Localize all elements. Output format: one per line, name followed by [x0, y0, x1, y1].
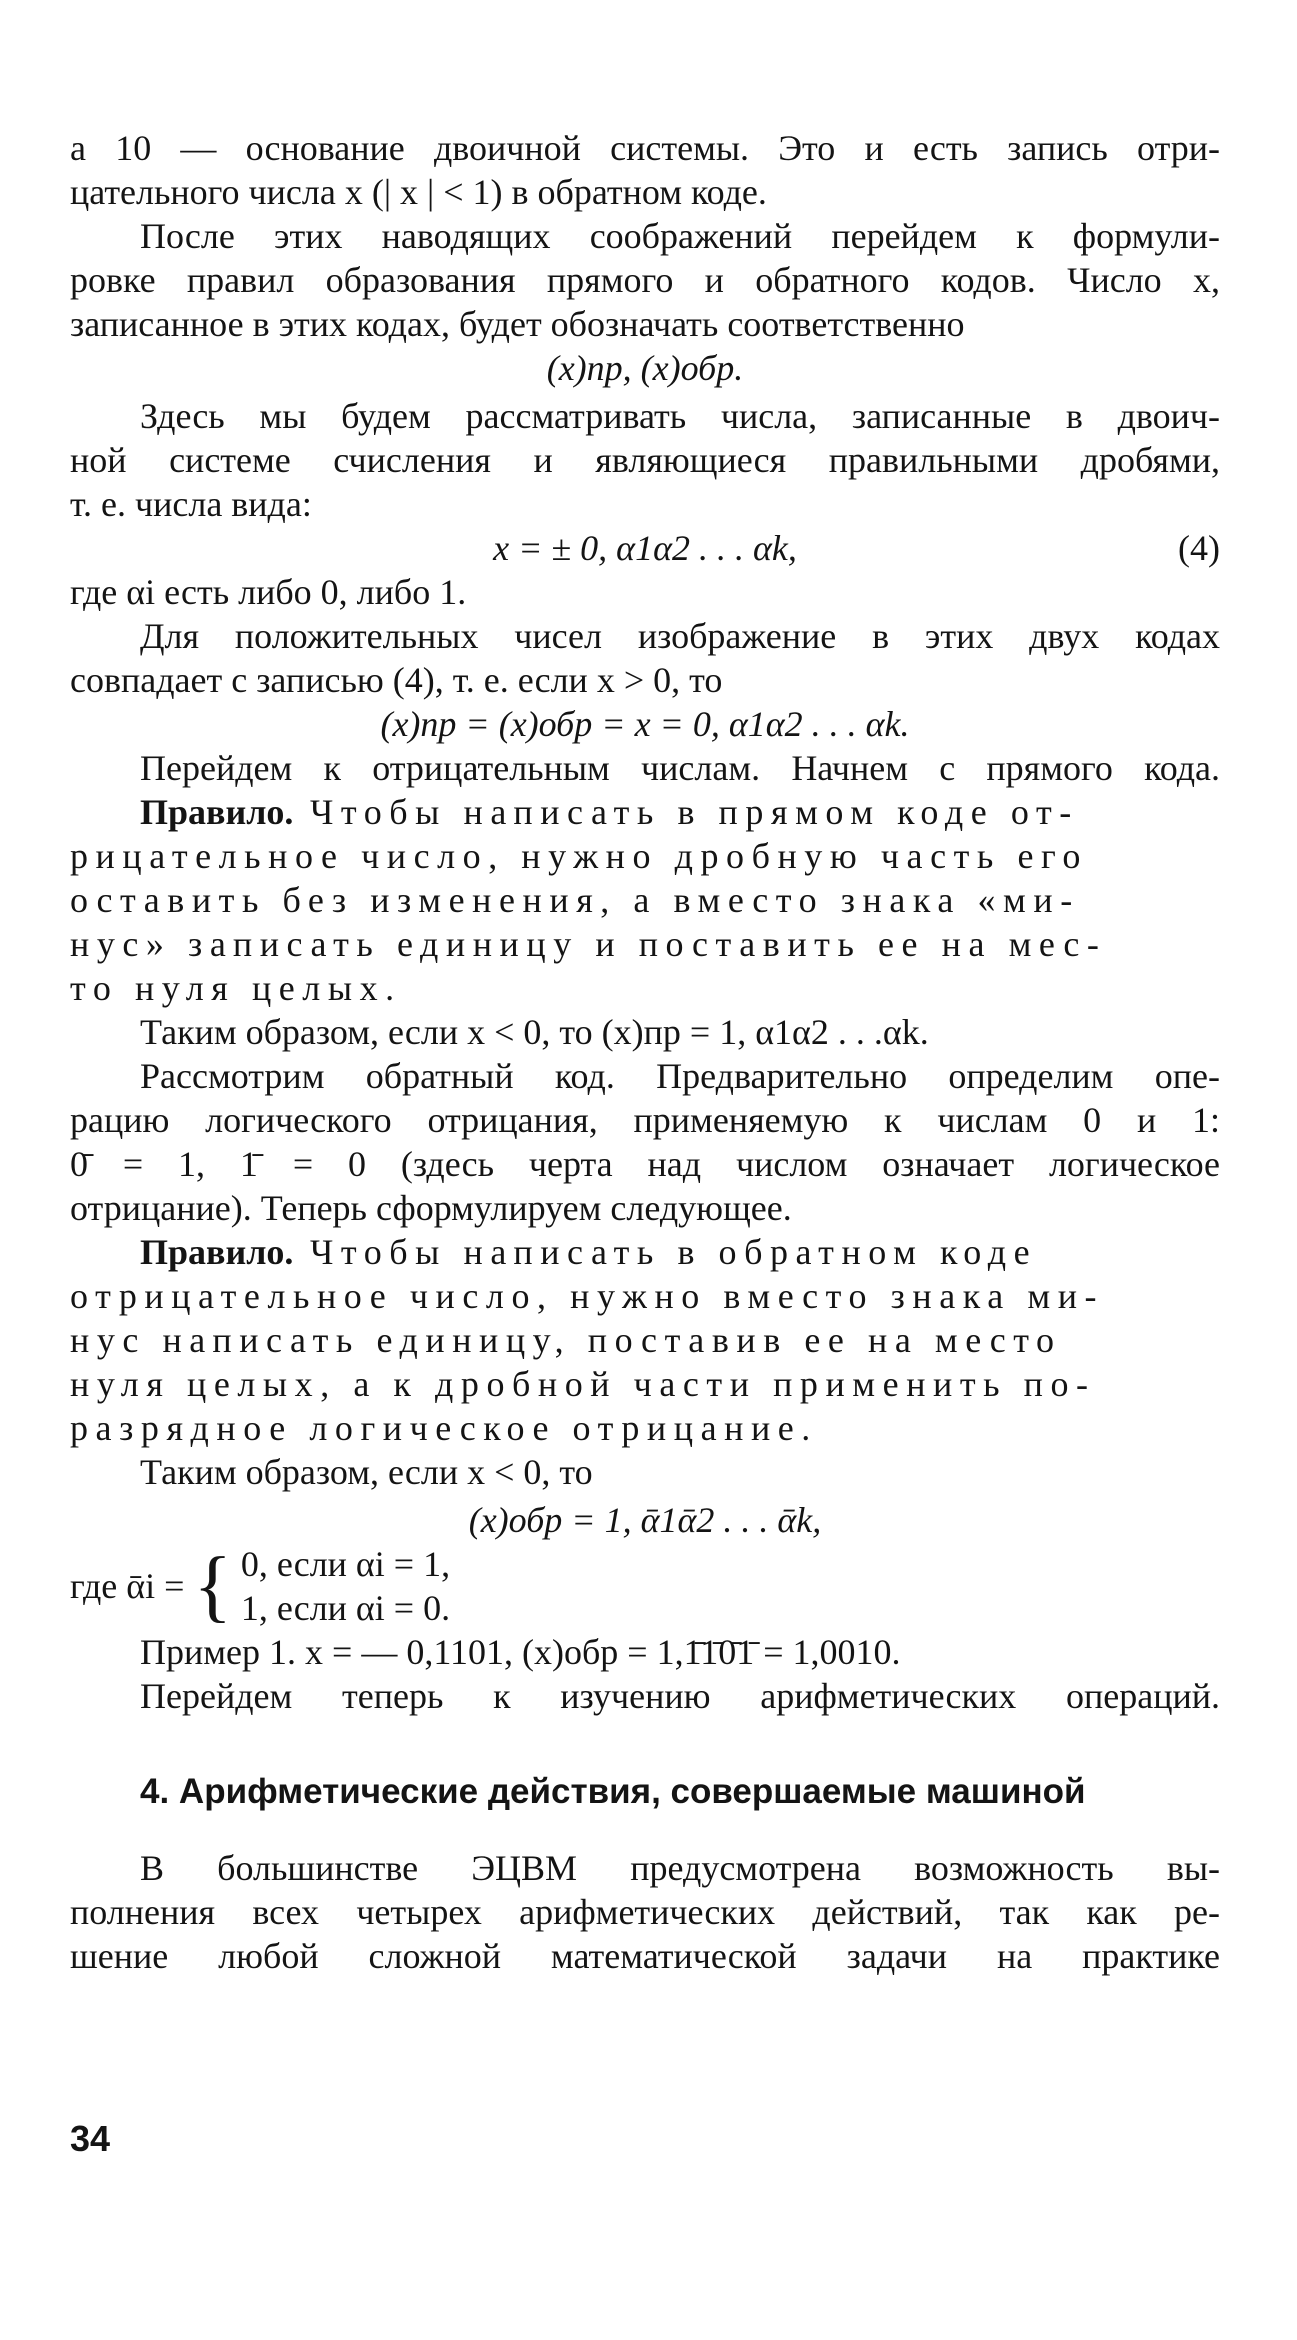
text-line: Таким образом, если x < 0, то (x)пр = 1, α1α2 . . .αk.: [140, 1012, 929, 1052]
rule-text: Чтобы написать в обратном коде: [309, 1232, 1038, 1272]
formula-line: [70, 526, 1220, 570]
text-line: записанное в этих кодах, будет обозначать соответственно: [70, 304, 965, 344]
formula-positive: (x)пр = (x)обр = x = 0, α1α2 . . . αk.: [380, 704, 910, 744]
text-line: ной системе счисления и являющиеся правильными дробями,: [70, 440, 1220, 480]
text-line: отрицание). Теперь сформулируем следующее.: [70, 1188, 792, 1228]
rule-line: рицательное число, нужно дробную часть его: [70, 836, 1088, 876]
text-line: рацию логического отрицания, применяемую к числам 0 и 1:: [70, 1100, 1220, 1140]
page-number: 34: [70, 2118, 111, 2159]
equation-number: (4): [1178, 528, 1220, 568]
rule-line: разрядное логическое отрицание.: [70, 1408, 818, 1448]
case-2: 1, если αi = 0.: [240, 1588, 451, 1628]
text-line: В большинстве ЭЦВМ предусмотрена возможность вы-: [140, 1848, 1220, 1888]
example-line: Пример 1. x = — 0,1101, (x)обр = 1,1̄1̄0̄1̄ = 1,0010.: [140, 1632, 901, 1672]
brace-icon: {: [193, 1542, 232, 1630]
text-line: Таким образом, если x < 0, то: [140, 1452, 593, 1492]
text-line: т. е. числа вида:: [70, 484, 312, 524]
text-line: Рассмотрим обратный код. Предварительно определим опе-: [140, 1056, 1220, 1096]
text-line: полнения всех четырех арифметических действий, так как ре-: [70, 1892, 1220, 1932]
text-line: 0̄ = 1, 1̄ = 0 (здесь черта над числом означает логическое: [70, 1144, 1220, 1184]
rule-label: Правило.: [140, 1232, 294, 1272]
text-line: Перейдем к отрицательным числам. Начнем с прямого кода.: [140, 748, 1220, 788]
text-line: ровке правил образования прямого и обратного кодов. Число x,: [70, 260, 1220, 300]
rule-text: Чтобы написать в прямом коде от-: [309, 792, 1079, 832]
text-line: Для положительных чисел изображение в этих двух кодах: [140, 616, 1220, 656]
rule-line: отрицательное число, нужно вместо знака ми-: [70, 1276, 1105, 1316]
rule-line: то нуля целых.: [70, 968, 402, 1008]
rule-line: [70, 1230, 1220, 1274]
rule-line: [70, 790, 1220, 834]
rule-line: нус написать единицу, поставив ее на место: [70, 1320, 1062, 1360]
text-line: цательного числа x (| x | < 1) в обратном коде.: [70, 172, 767, 212]
text-line: Перейдем теперь к изучению арифметических операций.: [140, 1676, 1220, 1716]
rule-line: нуля целых, а к дробной части применить по-: [70, 1364, 1096, 1404]
text-line: а 10 — основание двоичной системы. Это и есть запись отри-: [70, 128, 1220, 168]
cases-lines: [241, 1542, 450, 1630]
rule-line: нус» записать единицу и поставить ее на мес-: [70, 924, 1107, 964]
text-line: где αi есть либо 0, либо 1.: [70, 572, 467, 612]
formula-codes: (x)пр, (x)обр.: [546, 348, 744, 388]
rule-line: оставить без изменения, а вместо знака «ми-: [70, 880, 1080, 920]
section-heading: 4. Арифметические действия, совершаемые машиной: [140, 1772, 1086, 1811]
text-line: совпадает с записью (4), т. е. если x > 0, то: [70, 660, 723, 700]
book-page-text: [70, 126, 1220, 1978]
rule-label: Правило.: [140, 792, 294, 832]
text-line: Здесь мы будем рассматривать числа, записанные в двоич-: [140, 396, 1220, 436]
cases-formula: [70, 1542, 1220, 1630]
text-line: После этих наводящих соображений перейдем к формули-: [140, 216, 1220, 256]
cases-label: где ᾱi =: [70, 1566, 185, 1606]
formula-inverse: (x)обр = 1, ᾱ1ᾱ2 . . . ᾱk,: [468, 1500, 822, 1540]
text-line: шение любой сложной математической задачи на практике: [70, 1936, 1220, 1976]
formula-4: x = ± 0, α1α2 . . . αk,: [493, 528, 797, 568]
case-1: 0, если αi = 1,: [240, 1544, 451, 1584]
